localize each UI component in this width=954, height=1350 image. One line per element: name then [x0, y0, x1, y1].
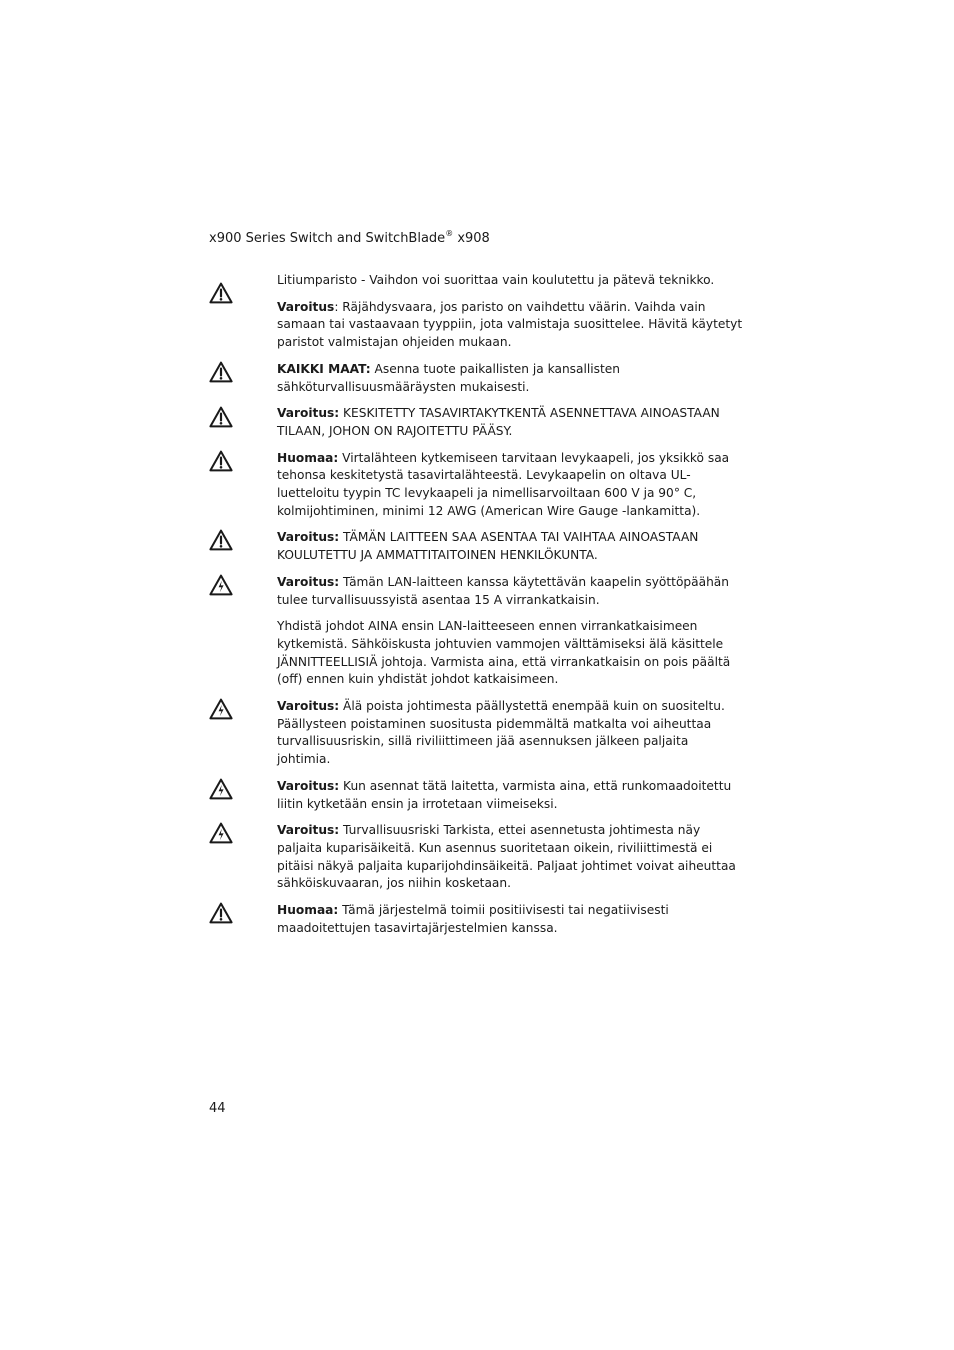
warning-text: [277, 529, 745, 564]
warning-text: [277, 902, 745, 937]
registered-mark: ®: [445, 229, 454, 238]
running-header: [209, 230, 490, 248]
warning-paragraph: [277, 822, 745, 893]
warning-body: Asenna tuote paikallisten ja kansallisten sähköturvallisuusmääräysten mukaisesti.: [277, 361, 620, 394]
warning-paragraph: [277, 272, 745, 290]
warning-text: [277, 574, 745, 689]
page-number: 44: [209, 1101, 226, 1116]
warning-text: [277, 450, 745, 521]
warning-body: : Räjähdysvaara, jos paristo on vaihdettu väärin. Vaihda vain samaan tai vastaavaan tyyppiin, jota valmistaja suosittelee. Hävitä käytetyt paristot valmistajan ohjeiden mukaan.: [277, 299, 743, 350]
warning-entry: [0, 778, 954, 813]
warning-icon: [209, 406, 233, 428]
warning-lead: Varoitus:: [277, 823, 340, 838]
warning-lead: Huomaa:: [277, 903, 339, 918]
warning-icon: [209, 529, 233, 551]
warning-body: Virtalähteen kytkemiseen tarvitaan levykaapeli, jos yksikkö saa tehonsa keskitetystä tasavirtalähteestä. Levykaapelin on oltava UL-luetteloitu tyypin TC levykaapeli ja nimellisarvoiltaan 600 V ja 90° C, kolmijohtiminen, minimi 12 AWG (American Wire Gauge -lankamitta).: [277, 450, 730, 518]
warning-lead: KAIKKI MAAT:: [277, 361, 371, 376]
warning-paragraph: [277, 574, 745, 609]
warning-entry: [0, 529, 954, 564]
warning-paragraph: [277, 450, 745, 521]
warning-lead: Varoitus:: [277, 406, 340, 421]
warning-body: KESKITETTY TASAVIRTAKYTKENTÄ ASENNETTAVA AINOASTAAN TILAAN, JOHON ON RAJOITETTU PÄÄSY.: [277, 406, 720, 438]
warning-entry: [0, 361, 954, 396]
warning-body: Yhdistä johdot AINA ensin LAN-laitteeseen ennen virrankatkaisimeen kytkemistä. Sähköiskusta johtuvien vammojen välttämiseksi älä käsittele JÄNNITTEELLISIÄ johtoja. Varmista aina, että virrankatkaisin on pois päältä (off) ennen kuin yhdistät johdot katkaisimeen.: [277, 619, 731, 687]
warning-entry: [0, 272, 954, 352]
header-model: x908: [453, 231, 490, 246]
warning-text: [277, 361, 745, 396]
warning-paragraph: [277, 299, 745, 352]
warning-entry: [0, 450, 954, 521]
warning-lead: Varoitus:: [277, 699, 340, 714]
warning-entry: [0, 698, 954, 769]
warning-lead: Varoitus:: [277, 574, 340, 589]
warning-lead: Varoitus:: [277, 530, 340, 545]
warning-icon: [209, 282, 233, 304]
warning-text: [277, 272, 745, 352]
warning-lead: Varoitus: [277, 299, 335, 314]
electrical-hazard-icon: [209, 778, 233, 800]
warning-paragraph: [277, 618, 745, 689]
warning-icon: [209, 902, 233, 924]
warning-paragraph: [277, 405, 745, 440]
warning-entry: [0, 574, 954, 689]
warning-icon: [209, 361, 233, 383]
warning-text: [277, 778, 745, 813]
warning-text: [277, 822, 745, 893]
warning-body: Tämän LAN-laitteen kanssa käytettävän kaapelin syöttöpäähän tulee turvallisuussyistä asentaa 15 A virrankatkaisin.: [277, 574, 729, 607]
electrical-hazard-icon: [209, 698, 233, 720]
electrical-hazard-icon: [209, 574, 233, 596]
warning-body: Tämä järjestelmä toimii positiivisesti tai negatiivisesti maadoitettujen tasavirtajärjestelmien kanssa.: [277, 903, 669, 935]
warning-body: Älä poista johtimesta päällystettä enempää kuin on suositeltu. Päällysteen poistaminen suositusta pidemmältä matkalta voi aiheuttaa turvallisuusriskin, sillä riviliittimeen jää asennuksen jälkeen paljaita johtimia.: [277, 699, 725, 767]
electrical-hazard-icon: [209, 822, 233, 844]
warning-body: Kun asennat tätä laitetta, varmista aina, että runkomaadoitettu liitin kytketään ensin ja irrotetaan viimeiseksi.: [277, 778, 732, 811]
safety-warnings-list: [0, 272, 954, 947]
warning-paragraph: [277, 778, 745, 813]
warning-body: TÄMÄN LAITTEEN SAA ASENTAA TAI VAIHTAA AINOASTAAN KOULUTETTU JA AMMATTITAITOINEN HENKILÖKUNTA.: [277, 530, 699, 563]
warning-body: Turvallisuusriski Tarkista, ettei asennetusta johtimesta näy paljaita kuparisäikeitä. Kun asennus suoritetaan oikein, riviliittimestä ei pitäisi näkyä paljaita kuparijohdinsäikeitä. Paljaat johtimet voivat aiheuttaa sähköiskuvaaran, jos niihin kosketaan.: [277, 823, 736, 891]
warning-lead: Varoitus:: [277, 778, 340, 793]
header-title: x900 Series Switch and SwitchBlade: [209, 231, 446, 246]
warning-paragraph: [277, 529, 745, 564]
warning-text: [277, 405, 745, 440]
warning-entry: [0, 822, 954, 893]
warning-body: Litiumparisto - Vaihdon voi suorittaa vain koulutettu ja pätevä teknikko.: [277, 273, 715, 287]
warning-paragraph: [277, 698, 745, 769]
warning-paragraph: [277, 902, 745, 937]
warning-icon: [209, 450, 233, 472]
warning-entry: [0, 902, 954, 937]
warning-lead: Huomaa:: [277, 450, 339, 465]
warning-text: [277, 698, 745, 769]
warning-paragraph: [277, 361, 745, 396]
warning-entry: [0, 405, 954, 440]
